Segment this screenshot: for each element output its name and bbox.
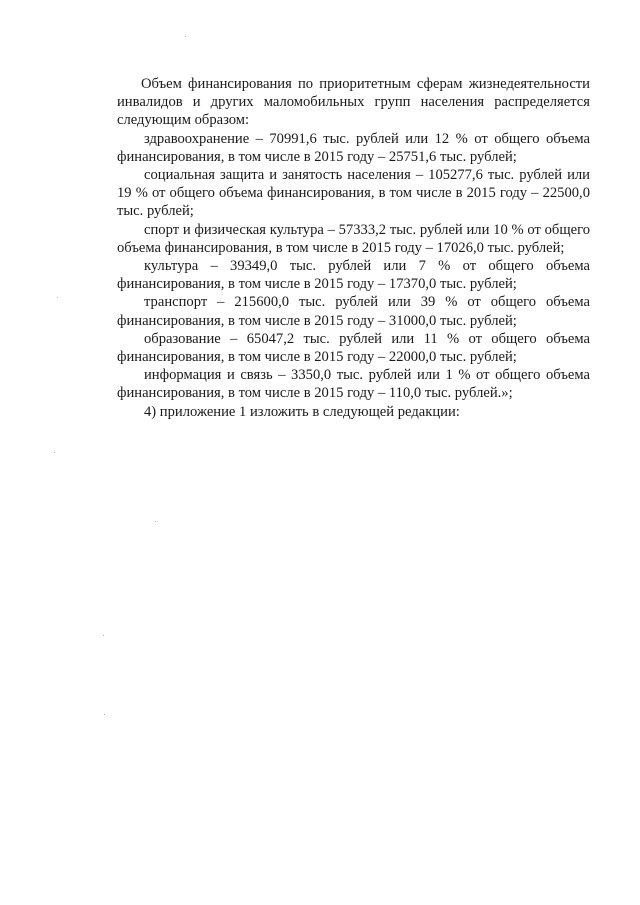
sport-paragraph: спорт и физическая культура – 57333,2 тыс. рублей или 10 % от общего объема финансирования, в том числе в 2015 году – 17026,0 тыс. рублей; [117,221,590,256]
information-paragraph: информация и связь – 3350,0 тыс. рублей или 1 % от общего объема финансирования, в том числе в 2015 году – 110,0 тыс. рублей.»; [117,367,590,402]
document-body [117,75,590,421]
scan-speck [185,36,186,37]
education-paragraph: образование – 65047,2 тыс. рублей или 11 % от общего объема финансирования, в том числе в 2015 году – 22000,0 тыс. рублей; [117,330,590,366]
healthcare-paragraph: здравоохранение – 70991,6 тыс. рублей или 12 % от общего объема финансирования, в том числе в 2015 году – 25751,6 тыс. рублей; [117,130,590,165]
intro-paragraph: Объем финансирования по приоритетным сферам жизнедеятельности инвалидов и других маломобильных групп населения распределяется следующим образом: [117,76,590,129]
social-protection-paragraph: социальная защита и занятость населения – 105277,6 тыс. рублей или 19 % от общего объема финансирования, в том числе в 2015 году – 22500,0 тыс. рублей; [117,167,590,220]
culture-paragraph: культура – 39349,0 тыс. рублей или 7 % от общего объема финансирования, в том числе в 2015 году – 17370,0 тыс. рублей; [117,258,590,293]
transport-paragraph: транспорт – 215600,0 тыс. рублей или 39 % от общего объема финансирования, в том числе в 2015 году – 31000,0 тыс. рублей; [117,294,590,329]
appendix-instruction-paragraph: 4) приложение 1 изложить в следующей редакции: [144,403,460,420]
scan-speck [54,452,55,453]
scan-speck [104,714,105,715]
scan-speck [103,635,104,636]
scan-speck [155,521,156,522]
scan-speck [57,297,58,298]
